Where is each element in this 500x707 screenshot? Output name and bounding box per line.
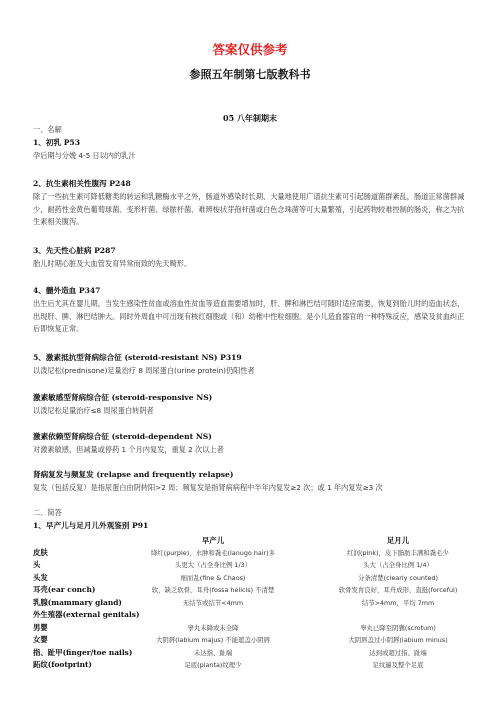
exam-title: 05 八年制期末 [223, 113, 277, 123]
fullterm-cell: 结节>4mm，平均 7mm [361, 598, 435, 607]
fullterm-cell: 睾丸已降至阴囊(scrotum) [360, 623, 436, 632]
preterm-cell: 大阴唇(labium majus) 不能遮盖小阴唇 [155, 636, 271, 644]
section1-title: 一、名解 [33, 125, 62, 134]
row-label: 外生殖器(external genitals) [33, 610, 140, 619]
question-heading: 1、早产儿与足月儿外观鉴别 P91 [33, 521, 149, 530]
fullterm-cell: 足纹遍及整个足底 [372, 661, 424, 669]
term-definition: 以泼尼松足量治疗≤8 周尿蛋白转阴者 [33, 406, 154, 415]
comparison-table [33, 534, 470, 672]
row-label: 乳腺(mammary gland) [33, 597, 122, 607]
term-definition: 孕后期与分娩 4-5 日以内的乳汁 [33, 151, 136, 160]
page-title: 参照五年制第七版教科书 [189, 68, 311, 81]
fullterm-cell: 软骨发育良好，耳舟成形，直挺(forceful) [338, 586, 458, 594]
section2-title: 二、简答 [33, 508, 62, 517]
row-label: 男婴 [33, 622, 48, 632]
table-row [33, 597, 470, 610]
fullterm-cell: 红润(pink)，皮下脂肪丰满和毳毛少 [347, 548, 449, 557]
term-heading: 2、抗生素相关性腹泻 P248 [33, 179, 131, 188]
term-heading: 5、激素抵抗型肾病综合征 (steroid-resistant NS) P319 [33, 353, 242, 362]
table-row [33, 547, 470, 560]
term-heading: 1、初乳 P53 [33, 138, 80, 147]
table-row [33, 622, 470, 635]
preterm-cell: 足底(planta)纹理少 [184, 661, 242, 669]
term-definition: 胎儿时期心脏及大血管发育异常而致的先天畸形。 [33, 259, 192, 268]
preterm-cell: 绛红(purple)，水肿和毳毛(lanugo hair)多 [150, 548, 276, 557]
table-header-cell: 早产儿 [201, 536, 225, 545]
table-row [33, 559, 470, 572]
preterm-cell: 软，缺乏软骨，耳舟(fossa helicis) 不清楚 [151, 586, 275, 594]
term-definition: 复发（包括反复）是指尿蛋白由阴转阳>2 周；频复发是指肾病病程中半年内复发≥2 次；或 1 年内复发≥3 次 [33, 483, 383, 492]
preterm-cell: 睾丸未降或未全降 [187, 623, 239, 632]
table-row [33, 634, 470, 647]
preterm-cell: 无结节或结节<4mm [182, 598, 244, 607]
preterm-cell: 未达指、趾端 [193, 648, 233, 657]
row-label: 耳壳(ear conch) [33, 585, 96, 594]
fullterm-cell: 达到或超过指、趾端 [369, 648, 427, 657]
table-header-cell: 足月儿 [386, 536, 410, 545]
row-label: 头 [33, 560, 41, 569]
disclaimer-title: 答案仅供参考 [212, 42, 288, 57]
table-row [33, 647, 470, 660]
term-definition: 对激素敏感，但减量或停药 1 个月内复发，重复 2 次以上者 [33, 445, 224, 454]
row-label: 跖纹(footprint) [33, 660, 92, 669]
fullterm-cell: 头大（占全身比例 1/4） [363, 561, 433, 569]
table-row [33, 584, 470, 597]
table-header-row [33, 534, 470, 547]
row-label: 头发 [33, 572, 48, 582]
row-label: 女婴 [33, 635, 48, 644]
term-heading: 激素敏感型肾病综合征 (steroid-responsive NS) [33, 393, 213, 402]
table-row [33, 659, 470, 672]
preterm-cell: 细而乱(fine & Chaos) [180, 573, 246, 582]
table-row [33, 609, 470, 622]
term-heading: 肾病复发与频复发 (relapse and frequently relapse) [33, 470, 234, 479]
term-heading: 3、先天性心脏病 P287 [33, 246, 116, 255]
table-row [33, 572, 470, 585]
term-definition: 出生后尤其在婴儿期，当发生感染性贫血或溶血性贫血等造血需要增加时，肝、脾和淋巴结可随时适应需要，恢复到胎儿时的造血状态，出现肝、脾、淋巴结肿大。同时外周血中可出现有核红细胞或（和）幼稚中性粒细胞。是小儿造血器官的一种特殊反应，感染及贫血纠正后即恢复正常。 [33, 299, 465, 333]
fullterm-cell: 分条清楚(clearly counted) [358, 573, 438, 582]
row-label: 指、趾甲(finger/toe nails) [33, 647, 133, 657]
term-heading: 激素依赖型肾病综合征 (steroid-dependent NS) [33, 432, 212, 441]
term-heading: 4、髓外造血 P347 [33, 286, 101, 295]
row-label: 皮肤 [33, 547, 48, 557]
term-definition: 以泼尼松(prednisone)足量治疗 8 周尿蛋白(urine protein)仍阳性者 [33, 366, 255, 375]
preterm-cell: 头更大（占全身比例 1/3） [174, 561, 252, 569]
term-definition: 除了一些抗生素可降低糖类的转运和乳糖酶水平之外，肠道外感染时长期、大量地使用广谱抗生素可引起肠道菌群紊乱，肠道正常菌群减少，耐药性金黄色葡萄球菌、变形杆菌、绿脓杆菌、难辨梭状芽孢杆菌或白色念珠菌等可大量繁殖，引起药物较难控制的肠炎，称之为抗生素相关腹泻。 [33, 192, 465, 226]
fullterm-cell: 大阴唇盖过小阴唇(labium minus) [348, 636, 448, 644]
